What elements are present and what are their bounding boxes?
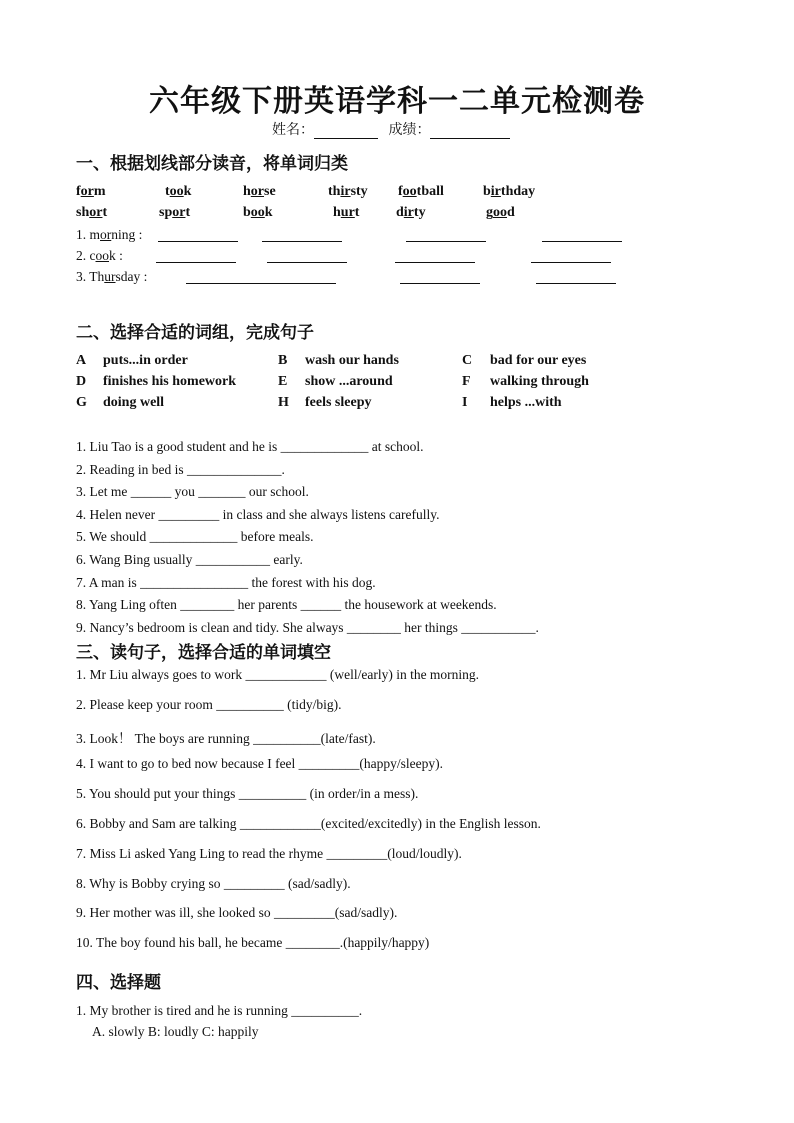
- answer-blank[interactable]: [400, 271, 480, 284]
- name-label: 姓名：: [272, 122, 314, 138]
- score-label: 成绩：: [388, 122, 431, 138]
- option-phrase: feels sleepy: [305, 395, 372, 410]
- answer-blank[interactable]: [256, 271, 336, 284]
- question-item: 6. Bobby and Sam are talking ____________(excited/excitedly) in the English lesson.: [76, 816, 541, 831]
- word: birthday: [483, 184, 536, 199]
- word: hurt: [333, 205, 360, 220]
- section-2-heading: 二、选择合适的词组，完成句子: [76, 323, 314, 343]
- option-letter: B: [278, 353, 288, 368]
- option-letter: H: [278, 395, 289, 410]
- option-phrase: puts...in order: [103, 353, 188, 368]
- category-label: 3. Thursday :: [76, 269, 148, 284]
- answer-blank[interactable]: [536, 271, 616, 284]
- word: book: [243, 205, 273, 220]
- section-3-heading: 三、读句子，选择合适的单词填空: [76, 643, 331, 663]
- section-4-question-1-options: A. slowly B: loudly C: happily: [92, 1024, 259, 1039]
- option-letter: C: [462, 353, 473, 368]
- option-letter: D: [76, 374, 87, 389]
- word: took: [165, 184, 192, 199]
- word: good: [486, 205, 515, 220]
- section-4-question-1: 1. My brother is tired and he is running __________.: [76, 1003, 363, 1018]
- section-4-heading: 四、选择题: [76, 973, 161, 993]
- question-item: 7. Miss Li asked Yang Ling to read the rhyme _________(loud/loudly).: [76, 845, 462, 861]
- option-phrase: helps ...with: [490, 395, 562, 410]
- answer-blank[interactable]: [531, 250, 611, 263]
- answer-blank[interactable]: [542, 229, 622, 242]
- question-item: 10. The boy found his ball, he became ________.(happily/happy): [76, 935, 430, 951]
- option-letter: A: [76, 353, 87, 368]
- word: thirsty: [328, 184, 368, 199]
- option-phrase: finishes his homework: [103, 374, 237, 389]
- question-item: 5. You should put your things __________ (in order/in a mess).: [76, 786, 419, 802]
- option-phrase: walking through: [490, 374, 589, 389]
- option-letter: I: [462, 395, 468, 410]
- question-item: 8. Yang Ling often ________ her parents ______ the housework at weekends.: [76, 597, 497, 613]
- option-phrase: show ...around: [305, 374, 393, 389]
- option-letter: E: [278, 374, 288, 389]
- question-item: 8. Why is Bobby crying so _________ (sad/sadly).: [76, 875, 351, 891]
- word: form: [76, 184, 106, 199]
- question-item: 4. Helen never _________ in class and she always listens carefully.: [76, 506, 440, 522]
- word: horse: [243, 184, 276, 199]
- name-blank[interactable]: [314, 124, 378, 139]
- answer-blank[interactable]: [156, 250, 236, 263]
- question-item: 2. Please keep your room __________ (tidy/big).: [76, 696, 342, 712]
- question-item: 3. Let me ______ you _______ our school.: [76, 484, 309, 500]
- option-phrase: bad for our eyes: [490, 353, 587, 368]
- answer-blank[interactable]: [406, 229, 486, 242]
- question-item: 7. A man is ________________ the forest with his dog.: [76, 574, 376, 590]
- answer-blank[interactable]: [395, 250, 475, 263]
- page-title: 六年级下册英语学科一二单元检测卷: [149, 84, 645, 119]
- question-item: 3. Look！ The boys are running __________(late/fast).: [76, 730, 376, 746]
- question-item: 1. Liu Tao is a good student and he is _____________ at school.: [76, 439, 424, 454]
- word: sport: [159, 205, 191, 220]
- answer-blank[interactable]: [158, 229, 238, 242]
- question-item: 4. I want to go to bed now because I feel _________(happy/sleepy).: [76, 756, 444, 772]
- student-info-line: [272, 119, 510, 139]
- option-phrase: wash our hands: [305, 353, 399, 368]
- question-item: 1. Mr Liu always goes to work ____________ (well/early) in the morning.: [76, 667, 480, 682]
- section-1-heading: 一、根据划线部分读音，将单词归类: [76, 154, 348, 174]
- option-phrase: doing well: [103, 395, 165, 410]
- word: football: [398, 184, 444, 199]
- question-item: 2. Reading in bed is ______________.: [76, 461, 285, 477]
- word: short: [76, 205, 108, 220]
- category-label: 1. morning :: [76, 227, 143, 242]
- question-item: 5. We should _____________ before meals.: [76, 529, 314, 545]
- word: dirty: [396, 205, 426, 220]
- option-letter: G: [76, 395, 87, 410]
- question-item: 9. Nancy’s bedroom is clean and tidy. She always ________ her things ___________.: [76, 619, 539, 635]
- option-letter: F: [462, 374, 471, 389]
- answer-blank[interactable]: [267, 250, 347, 263]
- category-label: 2. cook :: [76, 248, 123, 263]
- score-blank[interactable]: [430, 124, 510, 139]
- answer-blank[interactable]: [262, 229, 342, 242]
- question-item: 9. Her mother was ill, she looked so _________(sad/sadly).: [76, 905, 398, 921]
- question-item: 6. Wang Bing usually ___________ early.: [76, 552, 303, 567]
- answer-blank[interactable]: [186, 271, 266, 284]
